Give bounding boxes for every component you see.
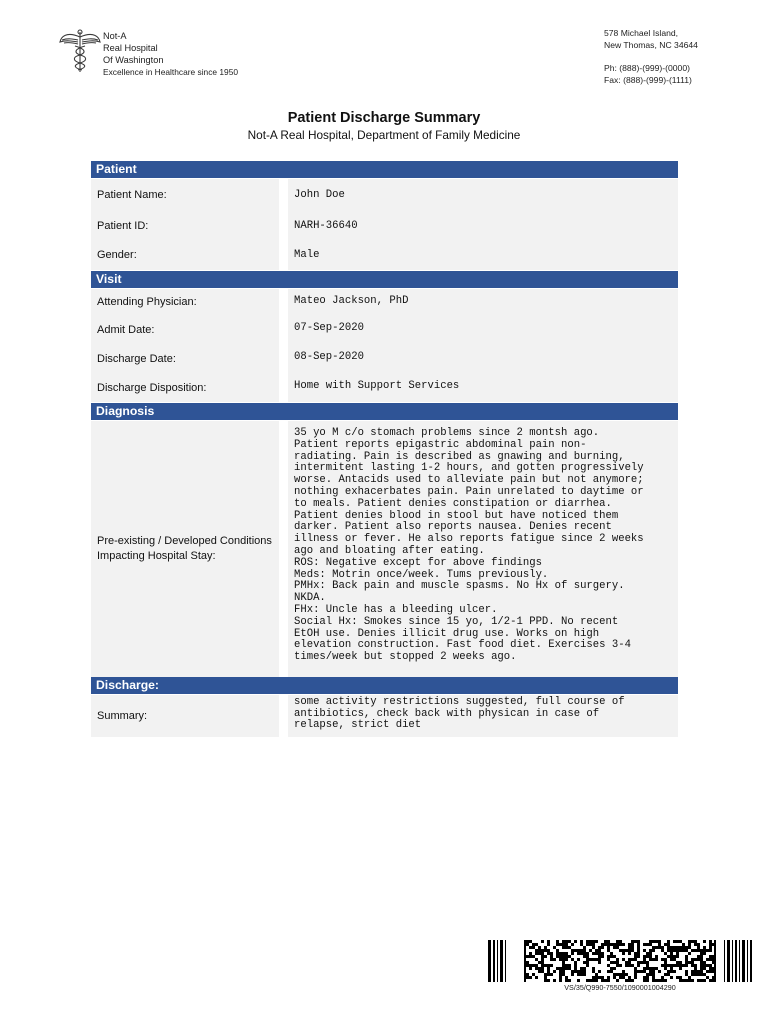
- field-label: Patient ID:: [91, 212, 279, 241]
- barcode-icon: [488, 940, 753, 982]
- gender-value: Male: [288, 241, 678, 270]
- address-line: 578 Michael Island,: [604, 28, 679, 38]
- hospital-tagline: Excellence in Healthcare since 1950: [103, 67, 239, 77]
- conditions-row: [91, 421, 678, 677]
- disposition-value: Home with Support Services: [288, 374, 678, 402]
- conditions-value: 35 yo M c/o stomach problems since 2 montsh ago. Patient reports epigastric abdominal pain non- radiating. Pain is described as gnawing and burning, intermitent lasting 1-2 hours, and gotten progressively worse. Antacids used to alleviate pain but not anymore; nothing exhacerbates pain. Pain unrelated to daytime or to meals. Patient denies constipation or diarrhea. Patient denies blood in stool but have noticed them darker. Patient also reports nausea. Denies recent illness or fever. He also reports fatigue since 2 weeks ago and bloating after eating. ROS: Negative except for above findings Meds: Motrin once/week. Tums previously. PMHx: Back pain and muscle spasms. No Hx of surgery. NKDA. FHx: Uncle has a bleeding ulcer. Social Hx: Smokes since 15 yo, 1/2-1 PPD. No recent EtOH use. Denies illicit drug use. Works on high elevation construction. Fast food diet. Exercises 3-4 times/week but stopped 2 weeks ago.: [288, 421, 678, 677]
- patient-name-row: [91, 179, 678, 212]
- physician-value: Mateo Jackson, PhD: [288, 289, 678, 316]
- section-header-discharge: Discharge:: [91, 677, 678, 694]
- physician-row: [91, 289, 678, 316]
- barcode-text: VS/35/Q990-7550/1090001004290: [564, 983, 676, 992]
- discharge-form: [91, 161, 678, 737]
- patient-id-row: [91, 212, 678, 241]
- document-title: Patient Discharge Summary: [287, 110, 481, 126]
- hospital-name-block: [103, 30, 238, 78]
- gender-row: [91, 241, 678, 270]
- summary-value: some activity restrictions suggested, full course of antibiotics, check back with physican in case of relapse, strict diet: [288, 695, 678, 737]
- field-label: Attending Physician:: [91, 289, 279, 316]
- field-label: Patient Name:: [91, 179, 279, 212]
- patient-id-value: NARH-36640: [288, 212, 678, 241]
- section-header-visit: Visit: [91, 271, 678, 288]
- field-label: Gender:: [91, 241, 279, 270]
- document-subtitle: Not-A Real Hospital, Department of Family Medicine: [247, 128, 521, 142]
- discharge-date-value: 08-Sep-2020: [288, 345, 678, 374]
- patient-name-value: John Doe: [288, 179, 678, 212]
- hospital-name-line: Real Hospital: [103, 43, 158, 53]
- address-line: New Thomas, NC 34644: [604, 40, 698, 50]
- disposition-row: [91, 374, 678, 402]
- admit-date-value: 07-Sep-2020: [288, 316, 678, 345]
- hospital-name-line: Of Washington: [103, 55, 164, 65]
- field-label: Discharge Disposition:: [91, 374, 279, 402]
- hospital-contact-block: [604, 27, 698, 86]
- phone-number: Ph: (888)-(999)-(0000): [604, 63, 690, 73]
- admit-date-row: [91, 316, 678, 345]
- caduceus-icon: [58, 28, 102, 74]
- discharge-date-row: [91, 345, 678, 374]
- field-label: Discharge Date:: [91, 345, 279, 374]
- section-header-patient: Patient: [91, 161, 678, 178]
- hospital-name-line: Not-A: [103, 31, 127, 41]
- field-label: Summary:: [91, 695, 279, 737]
- field-label: Pre-existing / Developed Conditions Impacting Hospital Stay:: [91, 421, 279, 677]
- fax-number: Fax: (888)-(999)-(1111): [604, 75, 692, 85]
- field-label: Admit Date:: [91, 316, 279, 345]
- section-header-diagnosis: Diagnosis: [91, 403, 678, 420]
- summary-row: [91, 695, 678, 737]
